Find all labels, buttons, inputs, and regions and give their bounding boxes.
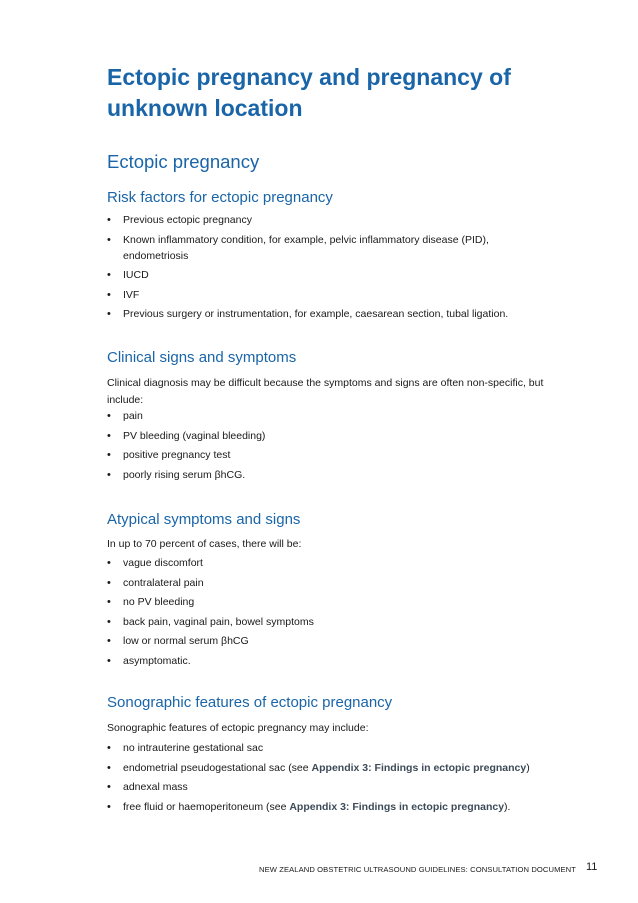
list-item: • Known inflammatory condition, for example, pelvic inflammatory disease (PID), endometriosis <box>107 232 523 264</box>
list-item-text: free fluid or haemoperitoneum (see <box>123 800 290 813</box>
footer-document-title: NEW ZEALAND OBSTETRIC ULTRASOUND GUIDELINES: CONSULTATION DOCUMENT <box>259 865 576 874</box>
heading-sonographic-features: Sonographic features of ectopic pregnancy <box>107 694 393 711</box>
list-item: • asymptomatic. <box>107 653 567 669</box>
heading-risk-factors: Risk factors for ectopic pregnancy <box>107 189 333 206</box>
list-item: • adnexal mass <box>107 779 567 795</box>
list-item <box>107 799 567 815</box>
list-item: • positive pregnancy test <box>107 447 567 463</box>
clinical-signs-list <box>107 408 567 486</box>
list-item: • IVF <box>107 287 567 303</box>
list-item: • PV bleeding (vaginal bleeding) <box>107 428 567 444</box>
risk-factors-list <box>107 212 567 326</box>
list-item: • contralateral pain <box>107 575 567 591</box>
list-item: • no PV bleeding <box>107 594 567 610</box>
list-item-text: ) <box>526 761 530 774</box>
list-item-text: endometrial pseudogestational sac (see <box>123 761 312 774</box>
list-item: • Previous surgery or instrumentation, for example, caesarean section, tubal ligation. <box>107 306 567 322</box>
list-item: • IUCD <box>107 267 567 283</box>
list-item: • vague discomfort <box>107 555 567 571</box>
list-item: • back pain, vaginal pain, bowel symptoms <box>107 614 567 630</box>
list-item: • low or normal serum βhCG <box>107 633 567 649</box>
heading-atypical-symptoms: Atypical symptoms and signs <box>107 511 301 528</box>
appendix-3-reference: Appendix 3: Findings in ectopic pregnancy <box>311 761 527 774</box>
appendix-3-reference: Appendix 3: Findings in ectopic pregnancy <box>289 800 505 813</box>
clinical-intro: Clinical diagnosis may be difficult because the symptoms and signs are often non-specific, but include: <box>107 377 544 406</box>
list-item: • no intrauterine gestational sac <box>107 740 567 756</box>
atypical-symptoms-list <box>107 555 567 673</box>
list-item: • Previous ectopic pregnancy <box>107 212 567 228</box>
section-heading-ectopic-pregnancy: Ectopic pregnancy <box>107 151 260 172</box>
heading-clinical-signs: Clinical signs and symptoms <box>107 349 297 366</box>
list-item: • poorly rising serum βhCG. <box>107 467 567 483</box>
page-title: Ectopic pregnancy and pregnancy of unknown location <box>107 64 511 121</box>
sonographic-features-list <box>107 740 567 818</box>
page-number: 11 <box>586 861 598 873</box>
list-item: • pain <box>107 408 567 424</box>
sonographic-intro: Sonographic features of ectopic pregnancy may include: <box>107 722 369 734</box>
atypical-intro: In up to 70 percent of cases, there will be: <box>107 538 302 550</box>
list-item-text: ). <box>504 800 511 813</box>
list-item <box>107 760 567 776</box>
